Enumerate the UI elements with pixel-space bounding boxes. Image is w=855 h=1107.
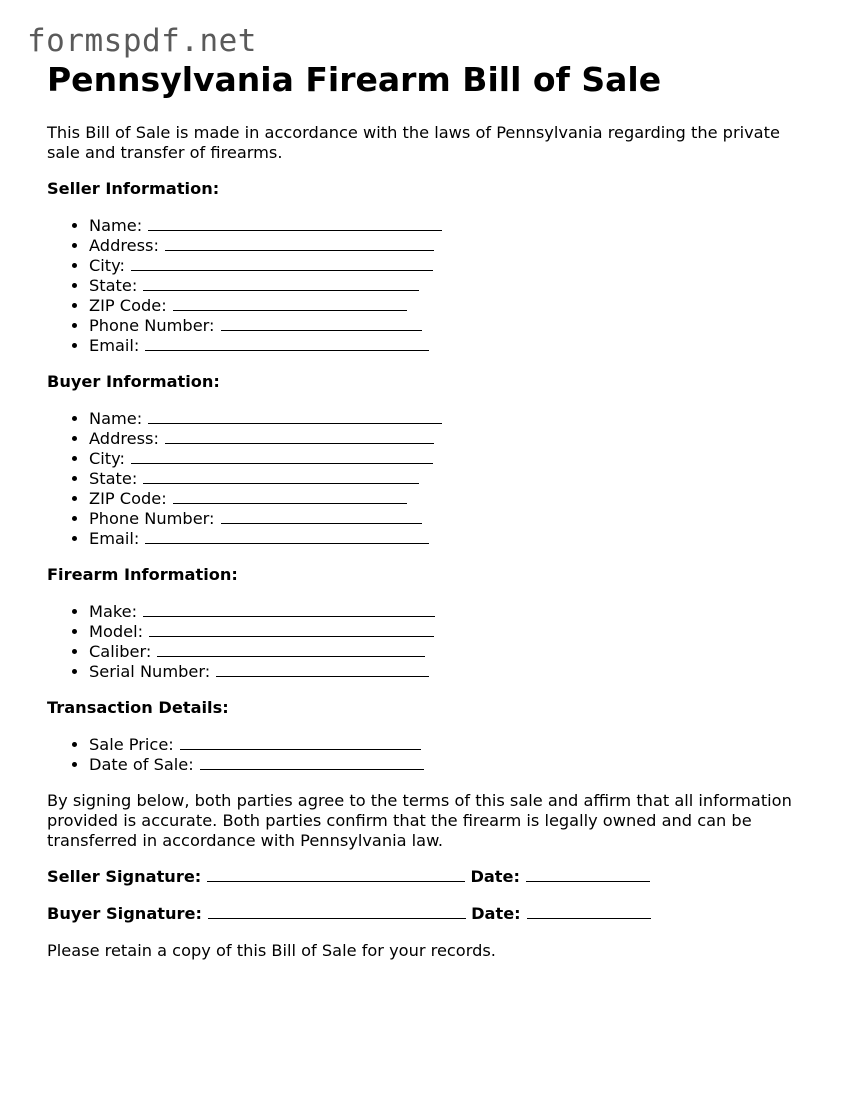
firearm-model-field[interactable]: • Model:: [89, 622, 817, 642]
seller-heading: Seller Information:: [47, 179, 220, 198]
seller-name-field[interactable]: • Name:: [89, 216, 817, 236]
date-of-sale-field[interactable]: • Date of Sale:: [89, 755, 817, 775]
buyer-email-field[interactable]: • Email:: [89, 529, 817, 549]
blank-line[interactable]: [173, 489, 407, 504]
seller-signature-line: Seller Signature: Date:: [47, 867, 817, 887]
seller-phone-field[interactable]: • Phone Number:: [89, 316, 817, 336]
transaction-heading: Transaction Details:: [47, 698, 229, 717]
buyer-heading: Buyer Information:: [47, 372, 220, 391]
blank-line[interactable]: [173, 296, 407, 311]
blank-line[interactable]: [157, 642, 425, 657]
watermark: formspdf.net: [27, 23, 257, 59]
buyer-signature-line: Buyer Signature: Date:: [47, 904, 817, 924]
blank-line[interactable]: [180, 735, 421, 750]
blank-line[interactable]: [143, 469, 419, 484]
seller-address-field[interactable]: • Address:: [89, 236, 817, 256]
firearm-serial-field[interactable]: • Serial Number:: [89, 662, 817, 682]
blank-line[interactable]: [149, 622, 434, 637]
blank-line[interactable]: [148, 216, 442, 231]
blank-line[interactable]: [221, 509, 422, 524]
transaction-fields-list: [47, 735, 817, 775]
buyer-address-field[interactable]: • Address:: [89, 429, 817, 449]
seller-zip-field[interactable]: • ZIP Code:: [89, 296, 817, 316]
buyer-date-blank[interactable]: [527, 904, 651, 919]
blank-line[interactable]: [200, 755, 424, 770]
form-body: [47, 123, 817, 961]
blank-line[interactable]: [221, 316, 422, 331]
buyer-name-field[interactable]: • Name:: [89, 409, 817, 429]
blank-line[interactable]: [131, 256, 433, 271]
blank-line[interactable]: [131, 449, 433, 464]
seller-state-field[interactable]: • State:: [89, 276, 817, 296]
blank-line[interactable]: [145, 529, 429, 544]
blank-line[interactable]: [165, 429, 434, 444]
blank-line[interactable]: [143, 276, 419, 291]
firearm-make-field[interactable]: • Make:: [89, 602, 817, 622]
page-title: Pennsylvania Firearm Bill of Sale: [47, 60, 662, 99]
seller-date-blank[interactable]: [526, 867, 650, 882]
firearm-caliber-field[interactable]: • Caliber:: [89, 642, 817, 662]
buyer-city-field[interactable]: • City:: [89, 449, 817, 469]
intro-paragraph: This Bill of Sale is made in accordance with the laws of Pennsylvania regarding the private sale and transfer of firearms.: [47, 123, 780, 162]
firearm-fields-list: [47, 602, 817, 682]
agreement-paragraph: By signing below, both parties agree to the terms of this sale and affirm that all information provided is accurate. Both parties confirm that the firearm is legally owned and can be transferred in accordance with Pennsylvania law.: [47, 791, 792, 850]
seller-fields-list: [47, 216, 817, 356]
firearm-heading: Firearm Information:: [47, 565, 238, 584]
buyer-state-field[interactable]: • State:: [89, 469, 817, 489]
blank-line[interactable]: [148, 409, 442, 424]
blank-line[interactable]: [145, 336, 429, 351]
buyer-phone-field[interactable]: • Phone Number:: [89, 509, 817, 529]
seller-city-field[interactable]: • City:: [89, 256, 817, 276]
blank-line[interactable]: [165, 236, 434, 251]
seller-signature-blank[interactable]: [207, 867, 465, 882]
blank-line[interactable]: [143, 602, 435, 617]
sale-price-field[interactable]: • Sale Price:: [89, 735, 817, 755]
buyer-fields-list: [47, 409, 817, 549]
footer-note: Please retain a copy of this Bill of Sale for your records.: [47, 941, 496, 960]
blank-line[interactable]: [216, 662, 429, 677]
buyer-zip-field[interactable]: • ZIP Code:: [89, 489, 817, 509]
buyer-signature-blank[interactable]: [208, 904, 466, 919]
seller-email-field[interactable]: • Email:: [89, 336, 817, 356]
